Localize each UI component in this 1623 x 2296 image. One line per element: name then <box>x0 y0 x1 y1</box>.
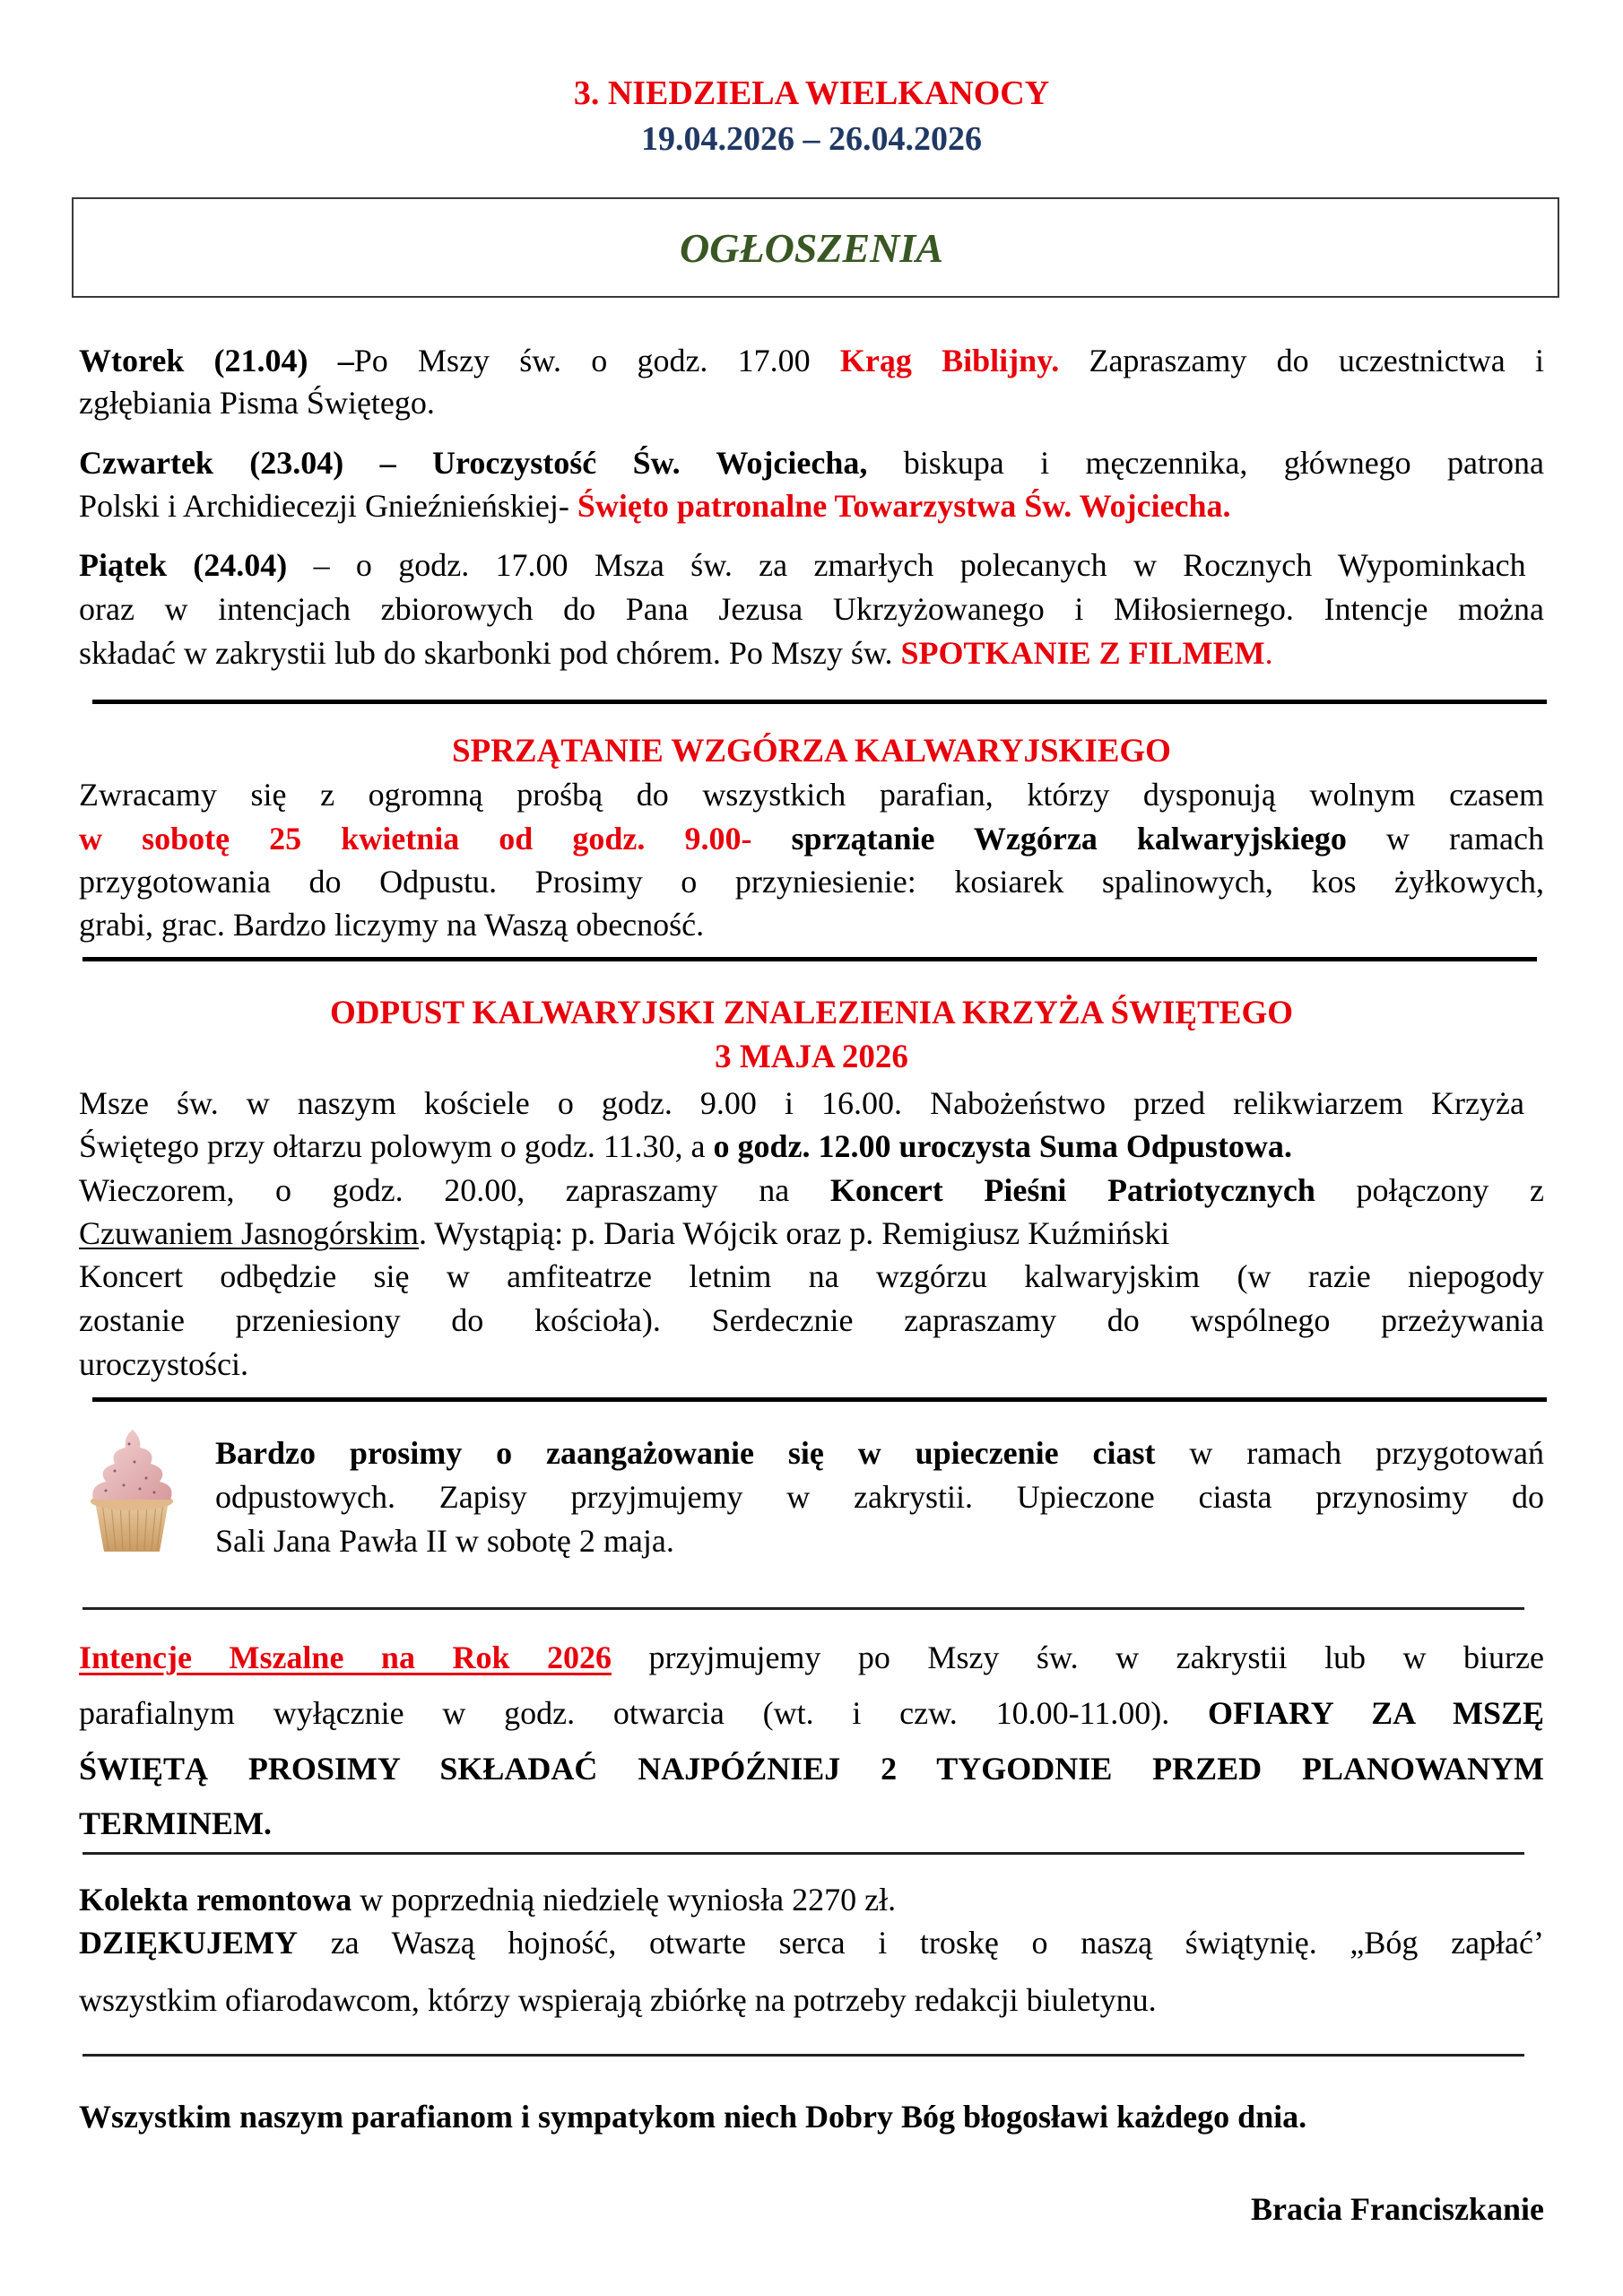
indulgence-line-3 <box>79 1170 1544 1210</box>
bible-circle-highlight: Krąg Biblijny. <box>839 343 1060 378</box>
solemn-mass-highlight: o godz. 12.00 uroczysta Suma Odpustowa <box>713 1128 1284 1164</box>
solemn-mass-period: . <box>1283 1128 1292 1164</box>
indulgence-date: 3 MAJA 2026 <box>715 1039 908 1075</box>
film-meeting-period: . <box>1264 635 1273 671</box>
cleanup-bold-text: sprzątanie Wzgórza kalwaryjskiego <box>751 821 1347 857</box>
jasna-gora-vigil-underlined: Czuwaniem Jasnogórskim <box>79 1215 419 1251</box>
thursday-announcement-line-2 <box>79 486 1544 526</box>
friday-day-label: Piątek (24.04) <box>79 547 288 583</box>
collection-line-2 <box>79 1923 1544 1962</box>
thanks-text: za Waszą hojność, otwarte serca i troskę o naszą świątynię. „Bóg zapłać’ <box>298 1925 1544 1961</box>
section-divider <box>82 2054 1524 2057</box>
cleanup-heading: SPRZĄTANIE WZGÓRZA KALWARYJSKIEGO <box>452 733 1171 770</box>
indulgence-text-2: Świętego przy ołtarzu polowym o godz. 11.30, a <box>79 1128 714 1164</box>
cleanup-line-3: przygotowania do Odpustu. Prosimy o przyniesienie: kosiarek spalinowych, kos żyłkowych, <box>79 864 1544 900</box>
intentions-line-2 <box>79 1693 1544 1733</box>
section-divider <box>92 1397 1547 1402</box>
section-divider <box>82 957 1537 961</box>
cleanup-line-4: grabi, grac. Bardzo liczymy na Waszą obecność. <box>79 907 705 943</box>
friday-announcement-line-2: oraz w intencjach zbiorowych do Pana Jezusa Ukrzyżowanego i Miłosiernego. Intencje można <box>79 591 1544 627</box>
thursday-day-label: Czwartek (23.04) – Uroczystość Św. Wojciecha, <box>79 445 868 481</box>
indulgence-line-4 <box>79 1213 1544 1253</box>
indulgence-line-5: Koncert odbędzie się w amfiteatrze letnim na wzgórzu kalwaryjskim (w razie niepogody <box>79 1258 1544 1294</box>
indulgence-line-6: zostanie przeniesiony do kościoła). Serdecznie zapraszamy do wspólnego przeżywania <box>79 1302 1544 1338</box>
indulgence-line-2 <box>79 1126 1544 1166</box>
baking-text: w ramach przygotowań <box>1155 1435 1545 1471</box>
collection-amount-text: w poprzednią niedzielę wyniosła 2270 zł. <box>352 1882 897 1918</box>
bulletin-title: 3. NIEDZIELA WIELKANOCY <box>573 74 1050 112</box>
cleanup-text-tail: w ramach <box>1346 821 1544 857</box>
cupcake-image <box>79 1426 185 1561</box>
section-divider <box>82 1607 1524 1610</box>
intentions-text: przyjmujemy po Mszy św. w zakrystii lub w biurze <box>611 1639 1545 1675</box>
section-title: OGŁOSZENIA <box>680 225 943 271</box>
signature: Bracia Franciszkanie <box>1251 2191 1544 2227</box>
mass-intentions-link[interactable]: Intencje Mszalne na Rok 2026 <box>79 1639 612 1675</box>
friday-text-3: składać w zakrystii lub do skarbonki pod chórem. Po Mszy św. <box>79 635 901 671</box>
renovation-collection-label: Kolekta remontowa <box>79 1882 352 1918</box>
concert-highlight: Koncert Pieśni Patriotycznych <box>829 1172 1315 1208</box>
friday-text: – o godz. 17.00 Msza św. za zmarłych polecanych w Rocznych Wypominkach <box>287 547 1526 583</box>
thanks-label: DZIĘKUJEMY <box>79 1925 299 1961</box>
tuesday-announcement-line-1 <box>79 341 1544 380</box>
closing-blessing: Wszystkim naszym parafianom i sympatykom niech Dobry Bóg błogosławi każdego dnia. <box>79 2099 1307 2135</box>
date-range: 19.04.2026 – 26.04.2026 <box>641 120 982 158</box>
baking-line-1 <box>215 1433 1544 1473</box>
indulgence-text-3: Wieczorem, o godz. 20.00, zapraszamy na <box>79 1172 830 1208</box>
intentions-text-2: parafialnym wyłącznie w godz. otwarcia (wt. i czw. 10.00-11.00). <box>79 1695 1208 1731</box>
section-divider <box>82 1852 1524 1855</box>
tuesday-text: Po Mszy św. o godz. 17.00 <box>353 343 840 378</box>
cleanup-line-1: Zwracamy się z ogromną prośbą do wszystkich parafian, którzy dysponują wolnym czasem <box>79 777 1544 813</box>
indulgence-line-1: Msze św. w naszym kościele o godz. 9.00 i 16.00. Nabożeństwo przed relikwiarzem Krzyża <box>79 1085 1524 1121</box>
indulgence-line-7: uroczystości. <box>79 1346 248 1382</box>
indulgence-text-3-tail: połączony z <box>1315 1172 1544 1208</box>
intentions-line-4: TERMINEM. <box>79 1805 272 1841</box>
intentions-line-1 <box>79 1638 1544 1677</box>
tuesday-text-tail: Zapraszamy do uczestnictwa i <box>1059 343 1545 378</box>
cleanup-line-2 <box>79 819 1544 858</box>
offerings-notice-bold: OFIARY ZA MSZĘ <box>1208 1695 1544 1731</box>
friday-announcement-line-3 <box>79 633 1544 673</box>
section-divider <box>92 700 1547 704</box>
thursday-text: biskupa i męczennika, głównego patrona <box>867 445 1544 481</box>
performers-text: . Wystąpią: p. Daria Wójcik oraz p. Remigiusz Kuźmiński <box>418 1215 1170 1251</box>
friday-announcement-line-1 <box>79 545 1544 585</box>
indulgence-heading: ODPUST KALWARYJSKI ZNALEZIENIA KRZYŻA ŚWIĘTEGO <box>329 995 1294 1031</box>
thursday-text-2: Polski i Archidiecezji Gnieźnieńskiej- <box>79 488 577 524</box>
cleanup-date-highlight: w sobotę 25 kwietnia od godz. 9.00- <box>79 821 752 857</box>
film-meeting-highlight: SPOTKANIE Z FILMEM <box>900 635 1265 671</box>
patronal-feast-highlight: Święto patronalne Towarzystwa Św. Wojciecha. <box>577 488 1231 524</box>
intentions-line-3: ŚWIĘTĄ PROSIMY SKŁADAĆ NAJPÓŹNIEJ 2 TYGODNIE PRZED PLANOWANYM <box>79 1751 1544 1787</box>
thursday-announcement-line-1 <box>79 443 1544 483</box>
collection-line-3: wszystkim ofiarodawcom, którzy wspierają zbiórkę na potrzeby redakcji biuletynu. <box>79 1982 1157 2018</box>
baking-line-3: Sali Jana Pawła II w sobotę 2 maja. <box>215 1523 674 1559</box>
tuesday-day-label: Wtorek (21.04) – <box>79 343 354 378</box>
collection-line-1 <box>79 1880 1544 1919</box>
tuesday-announcement-line-2: zgłębiania Pisma Świętego. <box>79 385 435 421</box>
baking-request-bold: Bardzo prosimy o zaangażowanie się w upieczenie ciast <box>215 1435 1156 1471</box>
baking-line-2: odpustowych. Zapisy przyjmujemy w zakrystii. Upieczone ciasta przynosimy do <box>215 1479 1544 1515</box>
